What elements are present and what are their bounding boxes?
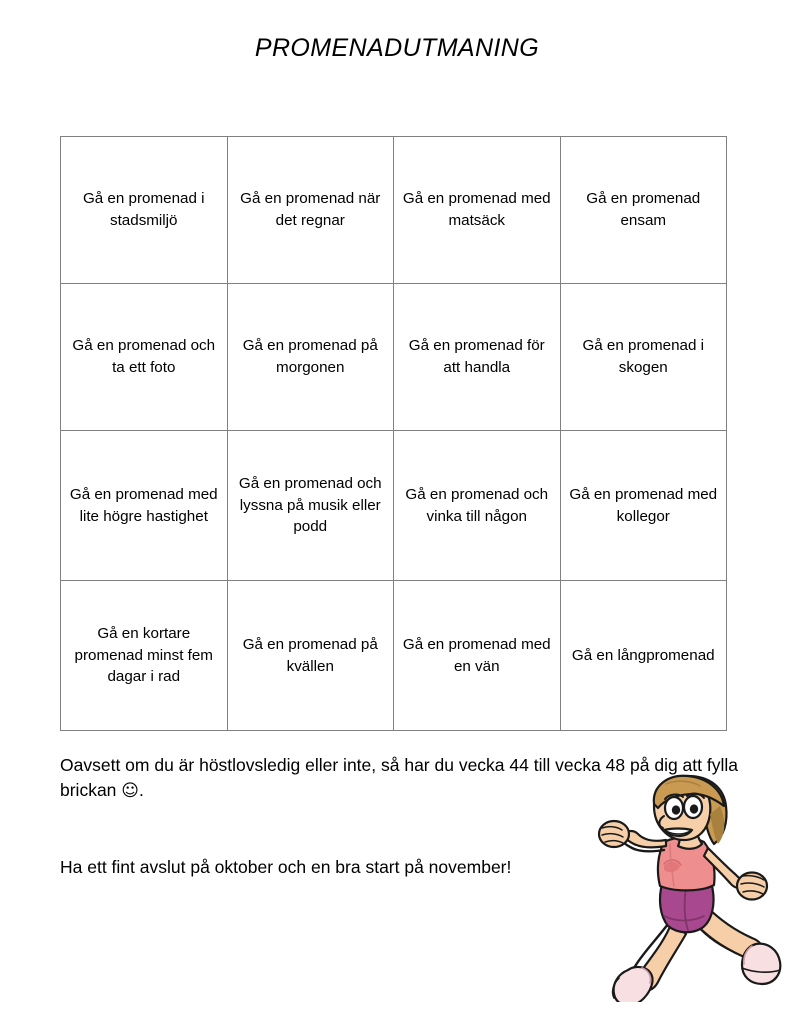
bingo-cell[interactable] [394, 431, 561, 581]
bingo-cell[interactable] [560, 137, 727, 284]
bingo-cell[interactable] [61, 137, 228, 284]
bingo-cell[interactable] [394, 581, 561, 731]
bingo-cell-label: Gå en långpromenad [571, 646, 715, 664]
bingo-cell[interactable] [560, 581, 727, 731]
bingo-cell[interactable] [560, 284, 727, 431]
bingo-cell-label: Gå en promenad med en vän [402, 635, 551, 675]
bingo-cell[interactable] [394, 137, 561, 284]
bingo-cell-label: Gå en promenad med lite högre hastighet [69, 485, 218, 525]
bingo-cell-label: Gå en promenad när det regnar [240, 190, 381, 229]
bingo-cell[interactable] [61, 431, 228, 581]
bingo-cell-label: Gå en promenad med matsäck [402, 190, 551, 229]
bingo-cell-label: Gå en promenad på morgonen [242, 337, 378, 376]
bingo-cell-label: Gå en promenad ensam [586, 190, 701, 229]
bingo-cell[interactable] [61, 581, 228, 731]
bingo-cell-label: Gå en promenad med kollegor [569, 485, 718, 525]
instructions-period: . [139, 780, 144, 801]
bingo-cell[interactable] [61, 284, 228, 431]
bingo-cell-label: Gå en promenad i stadsmiljö [82, 190, 205, 229]
bingo-cell-label: Gå en promenad i skogen [582, 337, 705, 376]
table-row [61, 581, 727, 731]
table-row [61, 431, 727, 581]
walking-woman-illustration [592, 772, 788, 1002]
table-row [61, 284, 727, 431]
bingo-cell[interactable] [394, 284, 561, 431]
bingo-cell-label: Gå en promenad och ta ett foto [72, 337, 216, 376]
bingo-cell[interactable] [227, 431, 394, 581]
bingo-cell-label: Gå en promenad på kvällen [242, 635, 378, 675]
bingo-cell[interactable] [560, 431, 727, 581]
closing-paragraph: Ha ett fint avslut på oktober och en bra start på november! [60, 856, 512, 877]
bingo-cell[interactable] [227, 137, 394, 284]
promenad-bingo-table [60, 136, 727, 731]
bingo-cell-label: Gå en kortare promenad minst fem dagar i rad [74, 625, 213, 686]
bingo-cell-label: Gå en promenad och lyssna på musik eller podd [238, 475, 382, 536]
bingo-cell-label: Gå en promenad och vinka till någon [405, 485, 549, 525]
table-row [61, 137, 727, 284]
page-title: PROMENADUTMANING [254, 34, 540, 62]
bingo-cell[interactable] [227, 581, 394, 731]
bingo-cell-label: Gå en promenad för att handla [408, 337, 545, 376]
bingo-cell[interactable] [227, 284, 394, 431]
instructions-text: Oavsett om du är höstlovsledig eller inte, så har du vecka 44 till vecka 48 på dig att fylla brickan [60, 754, 738, 801]
smiley-face-icon: ☺ [121, 781, 140, 802]
